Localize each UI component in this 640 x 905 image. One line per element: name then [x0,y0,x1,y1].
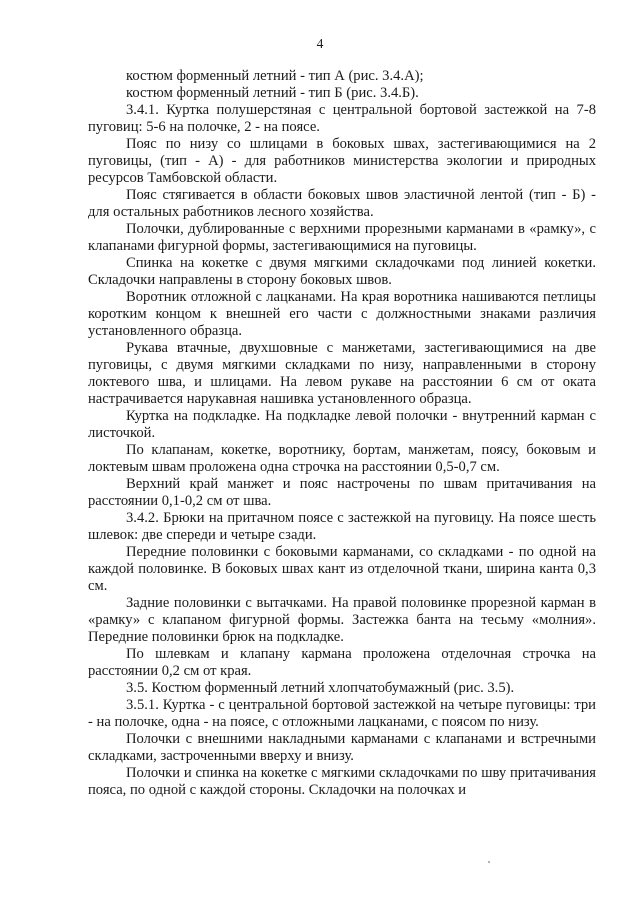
paragraph: Полочки и спинка на кокетке с мягкими складочками по шву притачивания пояса, по одной с каждой стороны. Складочки на полочках и [88,765,596,798]
scan-speck [488,861,490,863]
paragraph: Полочки с внешними накладными карманами с клапанами и встречными складками, застроченными вверху и внизу. [88,731,596,764]
paragraph: костюм форменный летний - тип Б (рис. 3.4.Б). [126,85,419,101]
paragraph: 3.4.1. Куртка полушерстяная с центральной бортовой застежкой на 7-8 пуговиц: 5-6 на полочке, 2 - на поясе. [88,102,596,135]
document-body [88,68,596,799]
paragraph: Воротник отложной с лацканами. На края воротника нашиваются петлицы коротким концом к внешней его части с должностными знаками различия установленного образца. [88,289,596,339]
paragraph: 3.5. Костюм форменный летний хлопчатобумажный (рис. 3.5). [126,680,515,696]
paragraph: Верхний край манжет и пояс настрочены по швам притачивания на расстоянии 0,1-0,2 см от шва. [88,476,596,509]
paragraph: По шлевкам и клапану кармана проложена отделочная строчка на расстоянии 0,2 см от края. [88,646,596,679]
paragraph: Куртка на подкладке. На подкладке левой полочки - внутренний карман с листочкой. [88,408,596,441]
paragraph: Пояс стягивается в области боковых швов эластичной лентой (тип - Б) - для остальных работников лесного хозяйства. [88,187,596,220]
paragraph: Задние половинки с вытачками. На правой половинке прорезной карман в «рамку» с клапаном фигурной формы. Застежка банта на тесьму «молния». Передние половинки брюк на подкладке. [88,595,596,645]
paragraph: костюм форменный летний - тип А (рис. 3.4.А); [126,68,424,84]
paragraph: Пояс по низу со шлицами в боковых швах, застегивающимися на 2 пуговицы, (тип - А) - для работников министерства экологии и природных ресурсов Тамбовской области. [88,136,596,186]
paragraph: Спинка на кокетке с двумя мягкими складочками под линией кокетки. Складочки направлены в сторону боковых швов. [88,255,596,288]
page-number: 4 [316,36,324,51]
paragraph: Рукава втачные, двухшовные с манжетами, застегивающимися на две пуговицы, с двумя мягкими складками по низу, направленными в сторону локтевого шва, и шлицами. На левом рукаве на расстоянии 6 см от оката настрачивается нарукавная нашивка установленного образца. [88,340,596,407]
paragraph: Полочки, дублированные с верхними прорезными карманами в «рамку», с клапанами фигурной формы, застегивающимися на пуговицы. [88,221,596,254]
paragraph: По клапанам, кокетке, воротнику, бортам, манжетам, поясу, боковым и локтевым швам проложена одна строчка на расстоянии 0,5-0,7 см. [88,442,596,475]
paragraph: Передние половинки с боковыми карманами, со складками - по одной на каждой половинке. В боковых швах кант из отделочной ткани, ширина канта 0,3 см. [88,544,596,594]
paragraph: 3.4.2. Брюки на притачном поясе с застежкой на пуговицу. На поясе шесть шлевок: две спереди и четыре сзади. [88,510,596,543]
paragraph: 3.5.1. Куртка - с центральной бортовой застежкой на четыре пуговицы: три - на полочке, одна - на поясе, с отложными лацканами, с поясом по низу. [88,697,596,730]
